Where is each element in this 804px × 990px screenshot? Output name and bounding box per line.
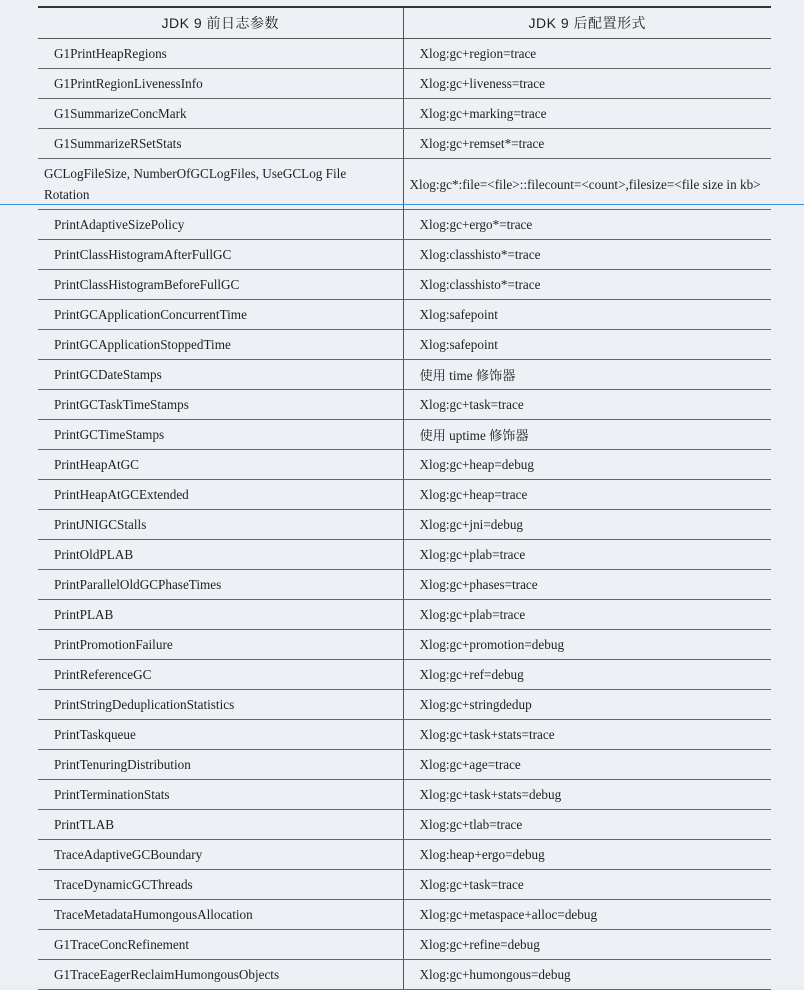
old-option-cell: G1SummarizeRSetStats bbox=[38, 129, 403, 159]
new-config-cell: Xlog:gc+humongous=debug bbox=[403, 960, 771, 990]
new-config-cell: Xlog:classhisto*=trace bbox=[403, 240, 771, 270]
old-option-cell: PrintJNIGCStalls bbox=[38, 510, 403, 540]
new-config-cell: Xlog:classhisto*=trace bbox=[403, 270, 771, 300]
old-option-cell: PrintGCDateStamps bbox=[38, 360, 403, 390]
old-option-cell: PrintStringDeduplicationStatistics bbox=[38, 690, 403, 720]
table-row bbox=[38, 750, 771, 780]
old-option-cell: G1SummarizeConcMark bbox=[38, 99, 403, 129]
table-row bbox=[38, 270, 771, 300]
table-row bbox=[38, 240, 771, 270]
table-row bbox=[38, 159, 771, 210]
table-row bbox=[38, 390, 771, 420]
old-option-cell: PrintClassHistogramAfterFullGC bbox=[38, 240, 403, 270]
table-row bbox=[38, 900, 771, 930]
table-row bbox=[38, 870, 771, 900]
table-row bbox=[38, 570, 771, 600]
table-row bbox=[38, 780, 771, 810]
table-row bbox=[38, 810, 771, 840]
new-config-cell: Xlog:gc*:file=<file>::filecount=<count>,filesize=<file size in kb> bbox=[403, 159, 771, 210]
new-config-cell: Xlog:gc+liveness=trace bbox=[403, 69, 771, 99]
old-option-cell: PrintGCTimeStamps bbox=[38, 420, 403, 450]
new-config-cell: Xlog:gc+metaspace+alloc=debug bbox=[403, 900, 771, 930]
new-config-cell: Xlog:gc+jni=debug bbox=[403, 510, 771, 540]
new-config-cell: Xlog:gc+plab=trace bbox=[403, 540, 771, 570]
table-row bbox=[38, 600, 771, 630]
new-config-cell: Xlog:gc+ergo*=trace bbox=[403, 210, 771, 240]
header-cell-before-jdk9: JDK 9 前日志参数 bbox=[38, 7, 403, 39]
new-config-cell: Xlog:gc+marking=trace bbox=[403, 99, 771, 129]
old-option-cell: PrintReferenceGC bbox=[38, 660, 403, 690]
old-option-cell: G1TraceEagerReclaimHumongousObjects bbox=[38, 960, 403, 990]
new-config-cell: Xlog:gc+ref=debug bbox=[403, 660, 771, 690]
table-row bbox=[38, 99, 771, 129]
new-config-cell: Xlog:gc+task+stats=debug bbox=[403, 780, 771, 810]
table-row bbox=[38, 69, 771, 99]
table-row bbox=[38, 330, 771, 360]
new-config-cell: 使用 time 修饰器 bbox=[403, 360, 771, 390]
old-option-cell: PrintTenuringDistribution bbox=[38, 750, 403, 780]
new-config-cell: Xlog:gc+age=trace bbox=[403, 750, 771, 780]
old-option-cell: G1PrintRegionLivenessInfo bbox=[38, 69, 403, 99]
old-option-cell: TraceAdaptiveGCBoundary bbox=[38, 840, 403, 870]
old-option-cell: PrintPLAB bbox=[38, 600, 403, 630]
table-row bbox=[38, 450, 771, 480]
old-option-cell: PrintGCApplicationStoppedTime bbox=[38, 330, 403, 360]
old-option-cell: PrintHeapAtGC bbox=[38, 450, 403, 480]
old-option-cell: PrintGCApplicationConcurrentTime bbox=[38, 300, 403, 330]
table-row bbox=[38, 300, 771, 330]
old-option-cell: TraceMetadataHumongousAllocation bbox=[38, 900, 403, 930]
new-config-cell: Xlog:gc+remset*=trace bbox=[403, 129, 771, 159]
new-config-cell: Xlog:gc+tlab=trace bbox=[403, 810, 771, 840]
old-option-cell: PrintOldPLAB bbox=[38, 540, 403, 570]
old-option-cell: GCLogFileSize, NumberOfGCLogFiles, UseGCLog File Rotation bbox=[38, 159, 403, 210]
new-config-cell: Xlog:gc+task=trace bbox=[403, 390, 771, 420]
new-config-cell: Xlog:gc+promotion=debug bbox=[403, 630, 771, 660]
header-row bbox=[38, 7, 771, 39]
table-row bbox=[38, 960, 771, 990]
table-row bbox=[38, 690, 771, 720]
table-row bbox=[38, 420, 771, 450]
new-config-cell: 使用 uptime 修饰器 bbox=[403, 420, 771, 450]
old-option-cell: PrintTerminationStats bbox=[38, 780, 403, 810]
table-row bbox=[38, 630, 771, 660]
new-config-cell: Xlog:gc+heap=debug bbox=[403, 450, 771, 480]
old-option-cell: PrintHeapAtGCExtended bbox=[38, 480, 403, 510]
new-config-cell: Xlog:safepoint bbox=[403, 330, 771, 360]
old-option-cell: PrintTaskqueue bbox=[38, 720, 403, 750]
table-row bbox=[38, 39, 771, 69]
new-config-cell: Xlog:gc+refine=debug bbox=[403, 930, 771, 960]
table-row bbox=[38, 660, 771, 690]
table-row bbox=[38, 360, 771, 390]
old-option-cell: PrintGCTaskTimeStamps bbox=[38, 390, 403, 420]
old-option-cell: PrintAdaptiveSizePolicy bbox=[38, 210, 403, 240]
old-option-cell: G1PrintHeapRegions bbox=[38, 39, 403, 69]
table-row bbox=[38, 540, 771, 570]
new-config-cell: Xlog:heap+ergo=debug bbox=[403, 840, 771, 870]
old-option-cell: TraceDynamicGCThreads bbox=[38, 870, 403, 900]
new-config-cell: Xlog:safepoint bbox=[403, 300, 771, 330]
table-row bbox=[38, 480, 771, 510]
new-config-cell: Xlog:gc+plab=trace bbox=[403, 600, 771, 630]
old-option-cell: PrintClassHistogramBeforeFullGC bbox=[38, 270, 403, 300]
table-row bbox=[38, 840, 771, 870]
header-cell-after-jdk9: JDK 9 后配置形式 bbox=[403, 7, 771, 39]
table-row bbox=[38, 930, 771, 960]
table-row bbox=[38, 129, 771, 159]
old-option-cell: PrintTLAB bbox=[38, 810, 403, 840]
table-row bbox=[38, 720, 771, 750]
table-body bbox=[38, 39, 771, 990]
new-config-cell: Xlog:gc+phases=trace bbox=[403, 570, 771, 600]
jdk9-log-options-table bbox=[38, 6, 771, 990]
table-row bbox=[38, 210, 771, 240]
table-header bbox=[38, 7, 771, 39]
old-option-cell: PrintParallelOldGCPhaseTimes bbox=[38, 570, 403, 600]
new-config-cell: Xlog:gc+stringdedup bbox=[403, 690, 771, 720]
new-config-cell: Xlog:gc+task+stats=trace bbox=[403, 720, 771, 750]
old-option-cell: PrintPromotionFailure bbox=[38, 630, 403, 660]
new-config-cell: Xlog:gc+region=trace bbox=[403, 39, 771, 69]
table-row bbox=[38, 510, 771, 540]
new-config-cell: Xlog:gc+task=trace bbox=[403, 870, 771, 900]
page-divider-line bbox=[0, 204, 804, 205]
new-config-cell: Xlog:gc+heap=trace bbox=[403, 480, 771, 510]
old-option-cell: G1TraceConcRefinement bbox=[38, 930, 403, 960]
